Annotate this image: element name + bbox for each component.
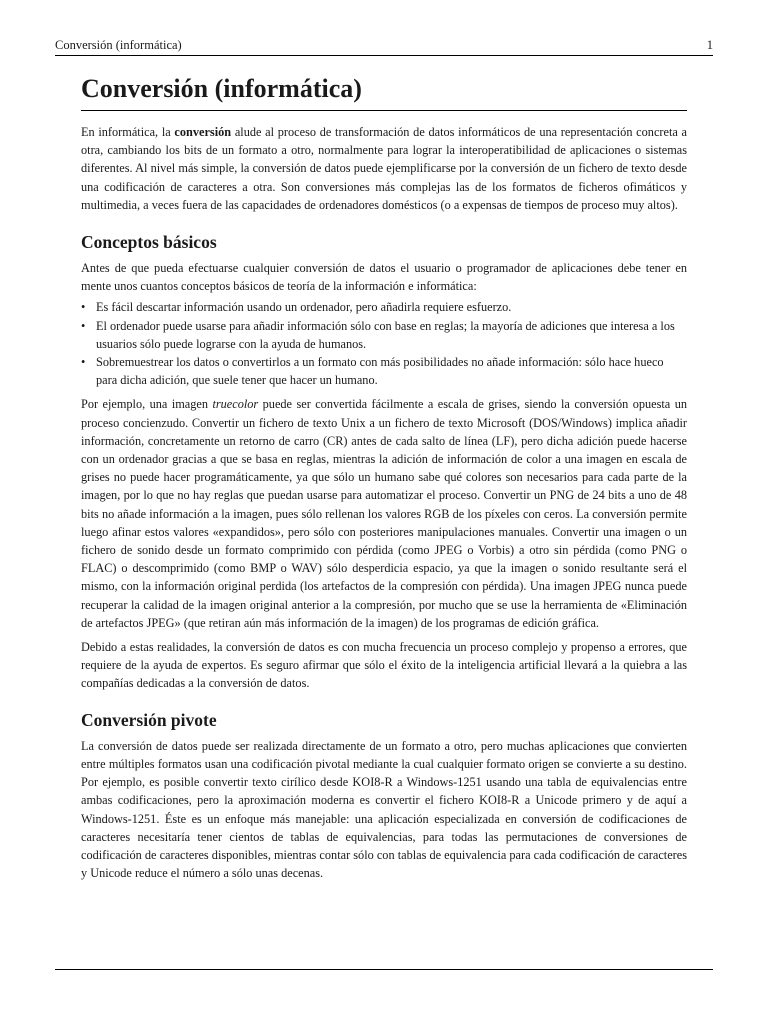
section-heading-conceptos: Conceptos básicos <box>81 232 217 253</box>
intro-text-after: alude al proceso de transformación de datos informáticos de una representación concreta a otra, cambiando los bits de un formato a otro, normalmente para lograr la interoperatibilidad de aplicaciones o sistemas diferentes. Al nivel más simple, la conversión de datos puede ejemplificarse por la conversión de un fichero de texto desde una codificación de caracteres a otra. Son conversiones más complejas las de los formatos de ficheros ofimáticos y multimedia, a veces fuera de las capacidades de ordenadores domésticos (o a expensas de tiempos de proceso muy altos). <box>81 125 687 212</box>
footer-divider <box>55 969 713 970</box>
conceptos-bullet-list <box>81 298 687 389</box>
list-item <box>81 317 687 353</box>
running-title: Conversión (informática) <box>55 38 182 52</box>
running-header <box>55 36 713 56</box>
list-item <box>81 353 687 389</box>
intro-text-before: En informática, la <box>81 125 175 139</box>
page-number: 1 <box>706 38 713 52</box>
page-title: Conversión (informática) <box>81 72 687 111</box>
article-body <box>81 72 687 882</box>
conceptos-conclusion-paragraph: Debido a estas realidades, la conversión de datos es con mucha frecuencia un proceso complejo y propenso a errores, que requiere de la ayuda de expertos. Es seguro afirmar que sólo el éxito de la inteligencia artificial llevará a la quiebra a las compañías dedicadas a la conversión de datos. <box>81 640 687 691</box>
section-heading-pivote: Conversión pivote <box>81 709 217 730</box>
conceptos-lead-paragraph: Antes de que pueda efectuarse cualquier conversión de datos el usuario o programador de aplicaciones debe tener en mente unos cuantos conceptos básicos de teoría de la información e informática: <box>81 261 687 294</box>
example-italic-term: truecolor <box>212 397 259 412</box>
intro-paragraph <box>81 123 687 214</box>
intro-bold-term: conversión <box>174 125 232 139</box>
conceptos-example-paragraph <box>81 395 687 632</box>
bullet-marker: • <box>81 300 86 315</box>
list-item-text: Es fácil descartar información usando un ordenador, pero añadirla requiere esfuerzo. <box>96 300 512 315</box>
list-item-text: Sobremuestrear los datos o convertirlos a un formato con más posibilidades no añade información: sólo hace hueco para dicha adición, que suele tener que hacer un humano. <box>96 355 664 388</box>
pivote-paragraph: La conversión de datos puede ser realizada directamente de un formato a otro, pero muchas aplicaciones que convierten entre múltiples formatos usan una codificación pivotal mediante la cual cualquier formato origen se convierte a su destino. Por ejemplo, es posible convertir texto cirílico desde KOI8-R a Windows-1251 usando una tabla de equivalencias entre ambas codificaciones, pero la aproximación moderna es convertir el fichero KOI8-R a Unicode primero y de aquí a Windows-1251. Éste es un enfoque más manejable: una aplicación especializada en conversión de codificaciones de caracteres necesitaría tener cientos de tablas de equivalencias, para todas las permutaciones de conversiones de codificación de caracteres disponibles, mientras contar sólo con tablas de equivalencia para cada codificación de caracteres y Unicode reduce el número a sólo unas decenas. <box>81 738 687 881</box>
example-text-before: Por ejemplo, una imagen <box>81 397 213 412</box>
bullet-marker: • <box>81 318 86 333</box>
example-text-after: puede ser convertida fácilmente a escala de grises, siendo la conversión opuesta un proceso concienzudo. Convertir un fichero de texto Unix a un fichero de texto Microsoft (DOS/Windows) implica añadir información, concretamente un retorno de carro (CR) antes de cada salto de línea (LF), pero dicha adición puede hacerse con un ordenador gracias a que se basa en reglas, mientras la adición de información de color a una imagen en escala de grises no puede hacer programáticamente, ya que sólo un humano sabe qué colores son necesarios para cada parte de la imagen, por lo que no hay reglas que puedan usarse para automatizar el proceso. Convertir un PNG de 24 bits a uno de 48 bits no añade información a la imagen, pues sólo rellenan los valores RGB de los píxeles con ceros. La conversión permite luego afinar estos valores «expandidos», pero sólo con posteriores manipulaciones manuales. Convertir una imagen o un fichero de sonido desde un formato comprimido con pérdida (como JPEG o Vorbis) a otro sin pérdida (como PNG o FLAC) o descomprimido (como BMP o WAV) sólo desperdicia espacio, ya que la imagen o sonido resultante será el mismo, con la información original perdida (los artefactos de la compresión con pérdida). Una imagen JPEG nunca puede recuperar la calidad de la imagen original anterior a la compresión, por mucho que se use la herramienta de «Eliminación de artefactos JPEG» (que retiran aún más información de la imagen) de los programas de edición gráfica. <box>81 397 687 630</box>
bullet-marker: • <box>81 355 86 370</box>
list-item <box>81 298 687 316</box>
list-item-text: El ordenador puede usarse para añadir información sólo con base en reglas; la mayoría de adiciones que interesa a los usuarios sólo puede lograrse con la ayuda de humanos. <box>96 318 675 351</box>
